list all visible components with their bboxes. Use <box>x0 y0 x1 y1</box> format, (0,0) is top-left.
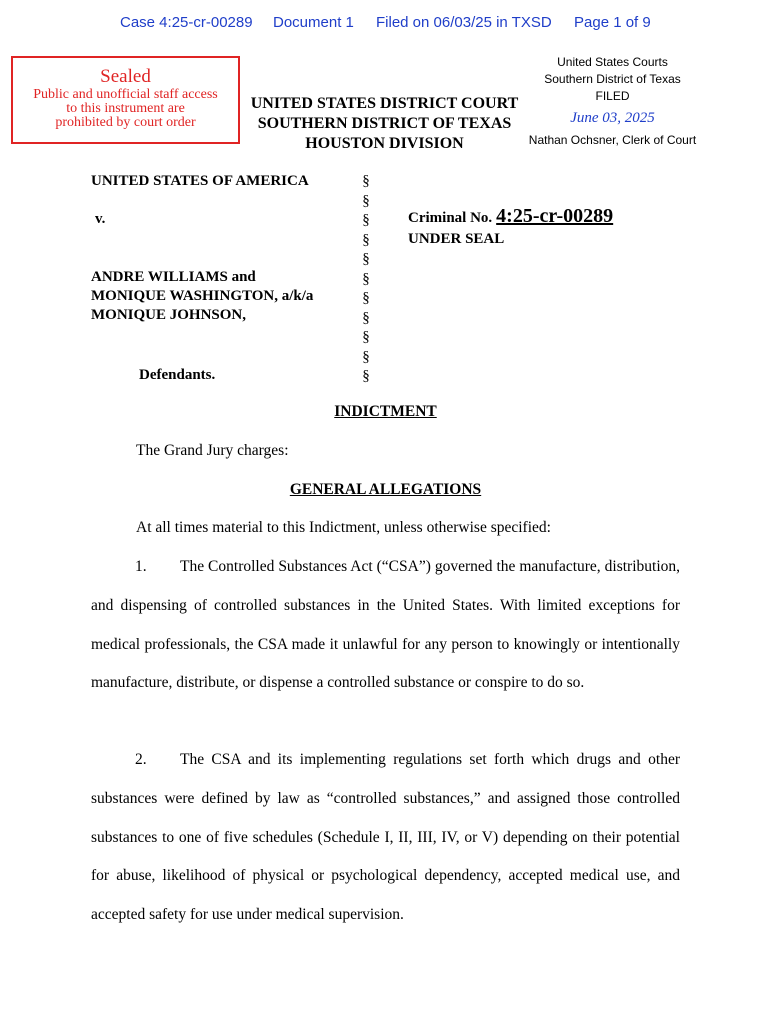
versus: v. <box>95 211 106 227</box>
paragraph-text: The Controlled Substances Act (“CSA”) governed the manufacture, distribution, and dispensing of controlled substances in the United States. With limited exceptions for medical professionals, the CSA made it unlawful for any person to knowingly or intentionally manufacture, distribute, or dispense a controlled substance or conspire to do so. <box>91 558 680 692</box>
header-page-number: Page 1 of 9 <box>574 14 651 31</box>
filed-stamp-date: June 03, 2025 <box>570 110 655 126</box>
section-symbol-column <box>356 172 376 387</box>
paragraph <box>91 548 680 703</box>
filed-stamp-line: United States Courts <box>557 55 668 69</box>
section-symbol: § <box>362 290 370 306</box>
intro-line: At all times material to this Indictment, unless otherwise specified: <box>136 519 551 536</box>
sealed-stamp <box>11 56 240 144</box>
sealed-stamp-line: prohibited by court order <box>55 115 196 130</box>
plaintiff-name: UNITED STATES OF AMERICA <box>91 173 309 189</box>
section-symbol: § <box>362 231 370 248</box>
document-title: INDICTMENT <box>334 403 437 420</box>
header-filed-date: Filed on 06/03/25 in TXSD <box>376 14 552 31</box>
filed-stamp-clerk: Nathan Ochsner, Clerk of Court <box>528 133 697 147</box>
criminal-number: 4:25-cr-00289 <box>496 205 614 227</box>
header-document-number: Document 1 <box>273 14 354 31</box>
paragraph-text: The CSA and its implementing regulations set forth which drugs and other substances were defined by law as “controlled substances,” and assigned those controlled substances to one of five schedules (Schedule I, II, III, IV, or V) depending on their potential for abuse, likelihood of physical or psychological dependency, accepted medical use, and accepted safety for use under medical supervision. <box>91 751 680 924</box>
section-symbol: § <box>362 309 370 326</box>
court-district: SOUTHERN DISTRICT OF TEXAS <box>257 115 512 132</box>
under-seal-label: UNDER SEAL <box>408 231 505 247</box>
paragraph-number: 2. <box>135 751 147 768</box>
defendant-line: ANDRE WILLIAMS and <box>91 269 256 285</box>
criminal-number-block <box>408 205 613 228</box>
defendant-line: MONIQUE WASHINGTON, a/k/a <box>91 288 314 304</box>
section-symbol: § <box>362 270 370 287</box>
paragraph <box>91 741 680 935</box>
sealed-stamp-line: to this instrument are <box>66 101 185 116</box>
defendants-label: Defendants. <box>139 367 216 383</box>
section-symbol: § <box>362 251 370 267</box>
filed-stamp <box>520 54 705 149</box>
court-name: UNITED STATES DISTRICT COURT <box>250 95 519 112</box>
section-symbol: § <box>362 192 370 209</box>
court-division: HOUSTON DIVISION <box>305 135 464 152</box>
header-case-number: Case 4:25-cr-00289 <box>120 14 253 31</box>
sealed-stamp-title: Sealed <box>100 66 151 87</box>
sealed-stamp-line: Public and unofficial staff access <box>33 87 218 102</box>
section-heading: GENERAL ALLEGATIONS <box>289 481 482 498</box>
section-symbol: § <box>362 329 370 345</box>
filed-stamp-line: Southern District of Texas <box>544 72 681 86</box>
paragraph-number: 1. <box>135 558 147 575</box>
grand-jury-line: The Grand Jury charges: <box>136 442 289 459</box>
section-symbol: § <box>362 173 370 189</box>
criminal-number-label: Criminal No. <box>408 210 493 226</box>
section-symbol: § <box>362 348 370 365</box>
section-symbol: § <box>362 368 370 384</box>
section-symbol: § <box>362 212 370 228</box>
filed-stamp-status: FILED <box>595 89 630 103</box>
defendant-line: MONIQUE JOHNSON, <box>91 307 247 323</box>
